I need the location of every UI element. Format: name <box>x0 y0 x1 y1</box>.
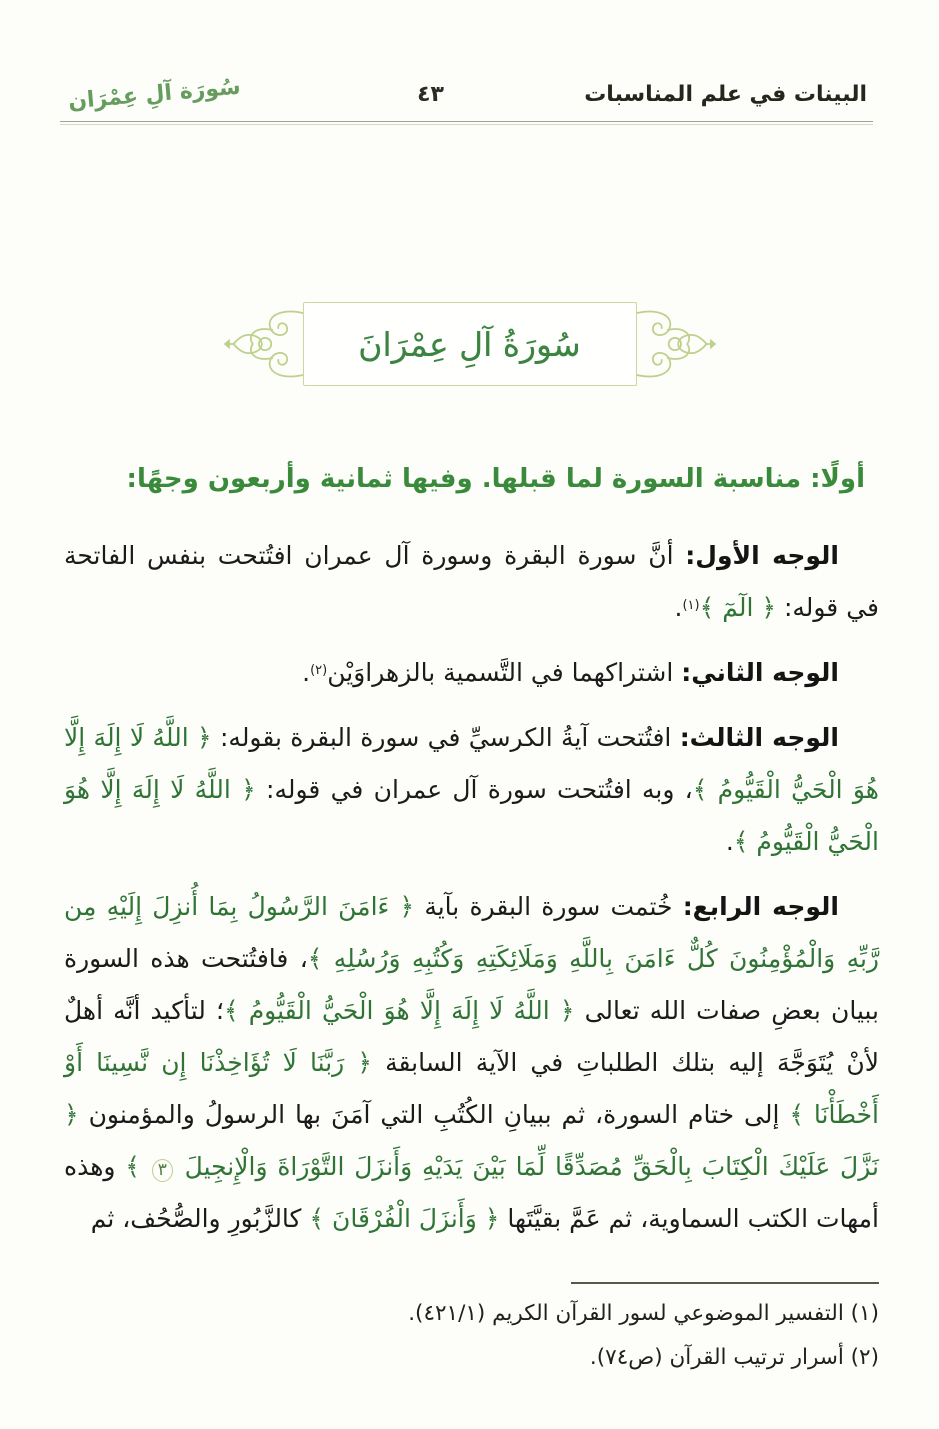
arabesque-ornament-icon <box>222 292 310 396</box>
surah-title: سُورَةُ آلِ عِمْرَانَ <box>358 324 581 364</box>
paragraph-text: ، وبه افتُتحت سورة آل عمران في قوله: <box>255 775 693 805</box>
surah-title-frame <box>303 302 637 386</box>
paragraph-text: كالزَّبُورِ والصُّحُف، ثم <box>90 1204 310 1234</box>
chapter-calligraphy: سُورَة آلِ عِمْرَان <box>67 74 242 115</box>
paragraph-text: اشتراكهما في التَّسمية بالزهراوَيْن <box>327 658 682 688</box>
footnote-item: (٢) أسرار ترتيب القرآن (ص٧٤). <box>589 1345 879 1371</box>
surah-banner <box>222 292 718 396</box>
body-text <box>64 452 879 1258</box>
arabesque-ornament-icon <box>630 292 718 396</box>
footnote-separator <box>571 1282 879 1284</box>
footnotes-section <box>64 1282 879 1380</box>
quran-quote: ﴿ نَزَّلَ عَلَيْكَ الْكِتَابَ بِالْحَقِّ مُصَدِّقًا لِّمَا بَيْنَ يَدَيْهِ وَأَنزَلَ التَّوْرَاةَ وَالْإِنجِيلَ <box>64 1100 879 1182</box>
paragraph-lead: الوجه الثالث: <box>679 723 839 753</box>
paragraph-text: خُتمت سورة البقرة بآية <box>414 892 683 922</box>
footnote-ref: (٢) <box>310 663 328 679</box>
footnote-ref: (١) <box>682 598 700 614</box>
quran-quote: ﴿ رَبَّنَا لَا تُؤَاخِذْنَا إِن نَّسِينَا أَوْ أَخْطَأْنَا ﴾ <box>64 1048 879 1130</box>
header-divider <box>60 121 873 125</box>
paragraph-text: افتُتحت آيةُ الكرسيِّ في سورة البقرة بقوله: <box>211 723 680 753</box>
paragraph-text: . <box>674 593 683 623</box>
paragraph-text: أنَّ سورة البقرة وسورة آل عمران افتُتحت بنفس الفاتحة في قوله: <box>64 541 879 623</box>
paragraph-second-aspect <box>64 647 879 699</box>
quran-quote: ﴿ اللَّهُ لَا إِلَهَ إِلَّا هُوَ الْحَيُّ الْقَيُّومُ ﴾ <box>64 723 879 805</box>
paragraph-lead: الوجه الرابع: <box>682 892 839 922</box>
paragraph-lead: الوجه الأول: <box>685 541 839 571</box>
book-title: البينات في علم المناسبات <box>584 82 867 107</box>
paragraph-text: إلى ختام السورة، ثم ببيانِ الكُتُبِ التي آمَنَ بها الرسولُ والمؤمنون <box>78 1100 790 1130</box>
quran-quote: ﴾ <box>125 1152 150 1182</box>
footnote-item: (١) التفسير الموضوعي لسور القرآن الكريم (٤٢١/١). <box>408 1301 879 1326</box>
quran-quote: ﴿ ءَامَنَ الرَّسُولُ بِمَا أُنزِلَ إِلَيْهِ مِن رَّبِّهِ وَالْمُؤْمِنُونَ كُلٌّ ءَامَنَ بِاللَّهِ وَمَلَائِكَتِهِ وَكُتُبِهِ وَرُسُلِهِ ﴾ <box>64 892 880 974</box>
paragraph-text: وهذه أمهات الكتب السماوية، ثم عَمَّ بقيَّتَها <box>64 1152 879 1234</box>
paragraph-first-aspect <box>64 530 879 634</box>
quran-quote: ﴿ اللَّهُ لَا إِلَهَ إِلَّا هُوَ الْحَيُّ الْقَيُّومُ ﴾ <box>64 775 879 857</box>
paragraph-text: . <box>302 658 311 688</box>
quran-quote: ﴿ اللَّهُ لَا إِلَهَ إِلَّا هُوَ الْحَيُّ الْقَيُّومُ ﴾ <box>223 996 575 1026</box>
quran-quote: ﴿ الٓمٓ ﴾ <box>699 593 776 623</box>
paragraph-third-aspect <box>64 712 879 868</box>
ayah-number: ٣ <box>152 1159 173 1182</box>
quran-quote: ﴿ وَأَنزَلَ الْفُرْقَانَ ﴾ <box>309 1204 500 1234</box>
page-header <box>67 74 867 115</box>
page-number: ٤٣ <box>417 82 444 107</box>
paragraph-text: ، فافتُتحت هذه السورة ببيان بعضِ صفات الله تعالى <box>64 944 879 1026</box>
paragraph-lead: الوجه الثاني: <box>681 658 839 688</box>
paragraph-text: . <box>725 827 734 857</box>
paragraph-fourth-aspect <box>64 881 879 1245</box>
section-heading: أولًا: مناسبة السورة لما قبلها. وفيها ثمانية وأربعون وجهًا: <box>126 464 865 494</box>
paragraph-text: ؛ لتأكيد أنَّه أهلٌ لأنْ يُتَوَجَّهَ إليه بتلك الطلباتِ في الآية السابقة <box>64 996 879 1078</box>
